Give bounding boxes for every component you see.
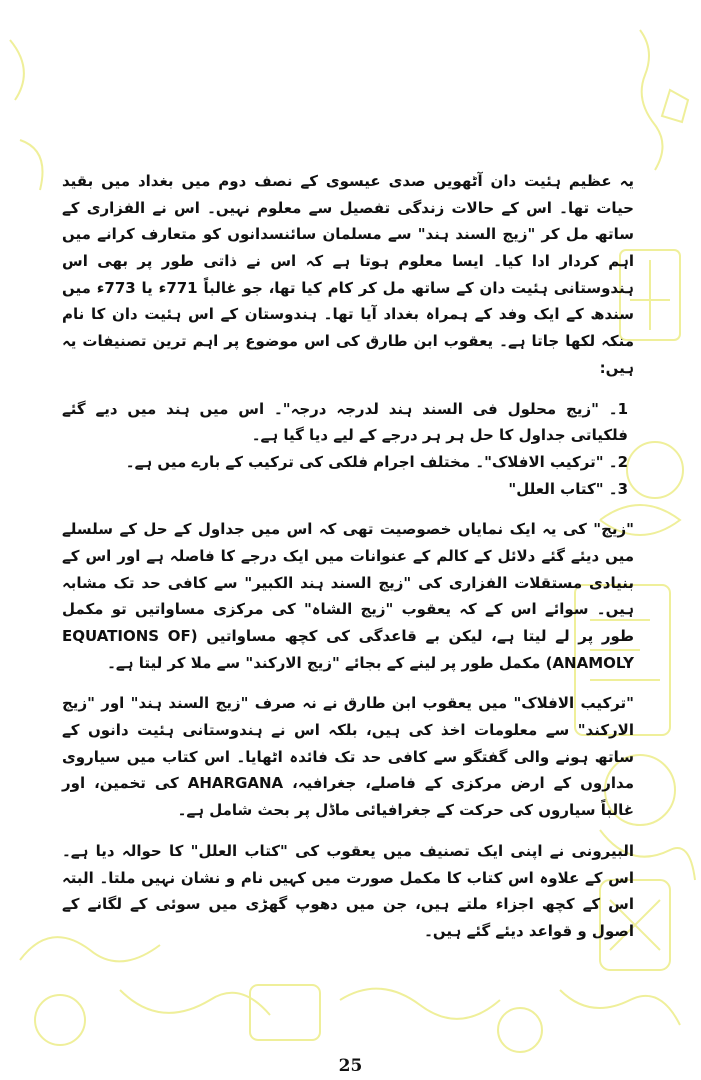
paragraph-zij-features: "زیج" کی یہ ایک نمایاں خصوصیت تھی کہ اس میں جداول کے حل کے سلسلے میں دیئے گئے دلائل کے کالم کے عنوانات میں ایک درجے کا فاصلہ ہے اور اس کے بنیادی مستقلات الفزاری کی "زیج السند ہند الکبیر" سے کافی حد تک مشابہ ہیں۔ سوائے اس کے کہ یعقوب "زیج الشاہ" کی مرکزی مساواتیں تو مکمل طور پر لے لیتا ہے، لیکن بے قاعدگی کی کچھ مساواتیں (EQUATIONS OF ANAMOLY) مکمل طور پر لینے کے بجائے "زیج الارکند" سے ملا کر لیتا ہے۔: [62, 520, 634, 672]
article-body: [62, 168, 634, 959]
list-item-kitab-al-ilal: 3۔ "کتاب العلل": [508, 479, 628, 498]
paragraph-intro: یہ عظیم ہئیت دان آٹھویں صدی عیسوی کے نصف دوم میں بغداد میں بقید حیات تھا۔ اس کے حالات زندگی تفصیل سے معلوم نہیں۔ اس نے الفزاری کے ساتھ مل کر "زیج السند ہند" سے مسلمان سائنسدانوں کو متعارف کرانے میں اہم کردار ادا کیا۔ ایسا معلوم ہوتا ہے کہ اس نے ذاتی طور پر بھی اس ہندوستانی ہئیت دان کے ساتھ مل کر کام کیا تھا، جو غالباً 771ء یا 773ء میں سندھ کے ایک وفد کے ہمراہ بغداد آیا تھا۔ ہندوستان کے اس ہئیت دان کا نام منکہ لکھا جاتا ہے۔ یعقوب ابن طارق کی اس موضوع پر اہم ترین تصنیفات یہ ہیں:: [62, 172, 634, 377]
paragraph-al-biruni: البیرونی نے اپنی ایک تصنیف میں یعقوب کی "کتاب العلل" کا حوالہ دیا ہے۔ اس کے علاوہ اس کتاب کا مکمل صورت میں کہیں نام و نشان نہیں ملتا۔ البتہ اس کے کچھ اجزاء ملتے ہیں، جن میں دھوپ گھڑی میں سوئی کے لگانے کے اصول و قواعد دیئے گئے ہیں۔: [62, 841, 634, 940]
list-item-tarkib-al-aflak: 2۔ "ترکیب الافلاک"۔ مختلف اجرام فلکی کی ترکیب کے بارے میں ہے۔: [125, 452, 628, 471]
page-number: 25: [338, 1056, 363, 1076]
list-item-zij-mahlul: 1۔ "زیج محلول فی السند ہند لدرجہ درجہ"۔ اس میں ہند میں دیے گئے فلکیاتی جداول کا حل ہر ہر درجے کے لیے دیا گیا ہے۔: [62, 399, 628, 445]
paragraph-tarkib-al-aflak: "ترکیب الافلاک" میں یعقوب ابن طارق نے نہ صرف "زیج السند ہند" اور "زیج الارکند" سے معلومات اخذ کی ہیں، بلکہ اس نے ہندوستانی ہئیت دانوں کے ساتھ ہونے والی گفتگو سے کافی حد تک فائدہ اٹھایا۔ اس کتاب میں سیاروی مداروں کے ارض مرکزی کے فاصلے، جغرافیہ، AHARGANA کی تخمین، اور غالباً سیاروں کی حرکت کے جغرافیائی ماڈل پر بحث شامل ہے۔: [62, 694, 634, 820]
